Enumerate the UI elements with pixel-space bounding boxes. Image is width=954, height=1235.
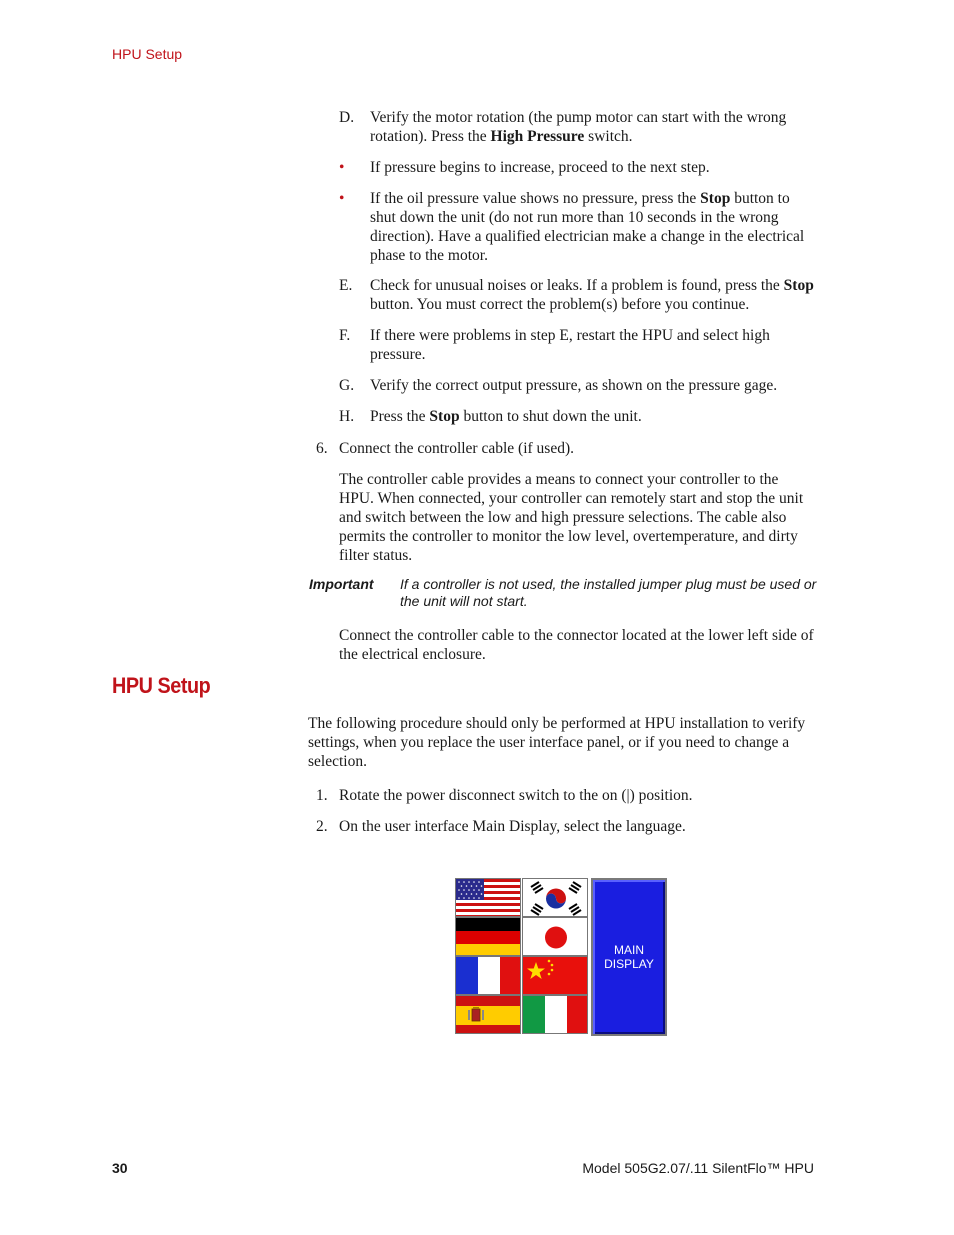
step-marker: F. xyxy=(339,327,351,344)
controller-cable-paragraph: The controller cable provides a means to connect your controller to the HPU. When connected, your controller can remotely start and stop the unit and switch between the low and high pressure selections. The cable also permits the controller to monitor the low level, overtemperature, and dirty filter status. xyxy=(339,471,804,564)
step-6 xyxy=(316,439,816,458)
footer-model: Model 505G2.07/.11 SilentFlo™ HPU xyxy=(582,1160,814,1176)
step-text: If there were problems in step E, restart the HPU and select high pressure. xyxy=(370,327,770,363)
japan-flag-icon xyxy=(523,918,588,956)
step-marker: E. xyxy=(339,277,353,294)
korea-flag-icon xyxy=(523,879,588,917)
china-flag[interactable] xyxy=(522,956,588,995)
main-display-label-line1: MAIN xyxy=(614,943,644,957)
step-text: Verify the correct output pressure, as shown on the pressure gage. xyxy=(370,377,778,394)
us-flag-icon xyxy=(456,879,521,917)
bullet-text: If pressure begins to increase, proceed to the next step. xyxy=(370,159,710,176)
step-marker: 2. xyxy=(316,818,328,835)
china-flag-icon xyxy=(523,957,588,995)
japan-flag[interactable] xyxy=(522,917,588,956)
step-text: On the user interface Main Display, select the language. xyxy=(339,818,686,835)
main-display-label-line2: DISPLAY xyxy=(604,957,654,971)
france-flag-icon xyxy=(456,957,521,995)
setup-step-1 xyxy=(316,786,816,805)
italy-flag-icon xyxy=(523,996,588,1034)
bullet-text: If the oil pressure value shows no pressure, press the Stop button to shut down the unit (do not run more than 10 seconds in the wrong direction). Have a qualified electrician make a change in the electrical phase to the motor. xyxy=(370,190,805,264)
connect-paragraph: Connect the controller cable to the connector located at the lower left side of the electrical enclosure. xyxy=(339,627,814,663)
step-marker: 1. xyxy=(316,787,328,804)
step-marker: D. xyxy=(339,109,355,126)
bullet-marker: • xyxy=(339,190,345,207)
step-text: Rotate the power disconnect switch to the on (|) position. xyxy=(339,787,693,804)
germany-flag-icon xyxy=(456,918,521,956)
page-number: 30 xyxy=(112,1160,128,1176)
spain-flag-icon xyxy=(456,996,521,1034)
germany-flag[interactable] xyxy=(455,917,521,956)
us-flag[interactable] xyxy=(455,878,521,917)
bullet-item xyxy=(339,189,819,265)
spain-flag[interactable] xyxy=(455,995,521,1034)
section-heading: HPU Setup xyxy=(112,673,211,698)
section-intro: The following procedure should only be performed at HPU installation to verify settings, when you replace the user interface panel, or if you need to change a selection. xyxy=(308,715,806,770)
language-panel xyxy=(455,878,667,1036)
setup-step-2 xyxy=(316,817,816,836)
step-d xyxy=(339,108,819,146)
step-text: Check for unusual noises or leaks. If a problem is found, press the Stop button. You must correct the problem(s) before you continue. xyxy=(370,277,814,313)
step-text: Press the Stop button to shut down the unit. xyxy=(370,408,642,425)
korea-flag[interactable] xyxy=(522,878,588,917)
step-e xyxy=(339,276,819,314)
france-flag[interactable] xyxy=(455,956,521,995)
step-f xyxy=(339,326,819,364)
important-text: If a controller is not used, the installed jumper plug must be used or the unit will not start. xyxy=(400,576,817,609)
step-marker: 6. xyxy=(316,440,328,457)
step-text: Verify the motor rotation (the pump motor can start with the wrong rotation). Press the High Pressure switch. xyxy=(370,109,787,145)
step-g xyxy=(339,376,819,395)
step-text: Connect the controller cable (if used). xyxy=(339,440,574,457)
italy-flag[interactable] xyxy=(522,995,588,1034)
step-marker: H. xyxy=(339,408,355,425)
bullet-item xyxy=(339,158,819,177)
running-head: HPU Setup xyxy=(112,46,183,62)
main-display-button[interactable] xyxy=(591,878,667,1036)
step-marker: G. xyxy=(339,377,355,394)
bullet-marker: • xyxy=(339,159,345,176)
step-h xyxy=(339,407,819,426)
important-label: Important xyxy=(309,576,374,592)
